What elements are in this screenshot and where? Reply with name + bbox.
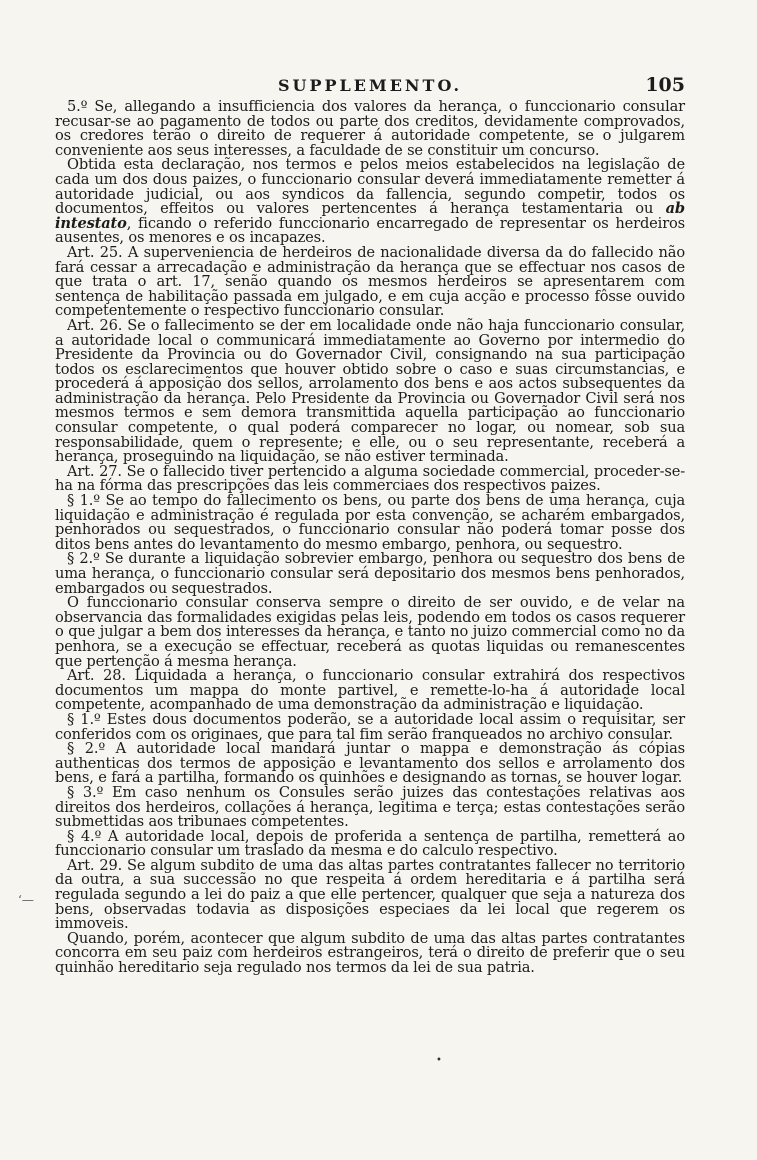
running-title: SUPPLEMENTO. xyxy=(277,76,463,95)
page-header xyxy=(55,76,685,100)
paragraph: Art. 25. A superveniencia de herdeiros de nacionalidade diversa da do fallecido não fará cessar a arrecadação e administração da herança que se effectuar nos casos de que trata o art. 17, senão quando os mesmos herdeiros se apresentarem com sentença de habilitação passada em julgado, e em cuja acção e processo fôsse ouvido competentemente o respectivo funccionario consular. xyxy=(55,243,685,320)
paragraph: Art. 29. Se algum subdito de uma das altas partes contratantes fallecer no territorio da outra, a sua successão no que respeita á ordem hereditaria e á partilha será regulada segundo a lei do paiz a que elle pertencer, qualquer que seja a natureza dos bens, observadas todavia as disposições especiaes da lei local que regerem os immoveis. xyxy=(55,856,685,933)
paragraph: 5.º Se, allegando a insufficiencia dos valores da herança, o funccionario consular recusar-se ao pagamento de todos ou parte dos creditos, devidamente comprovados, os credores terão o direito de requerer á autoridade competente, se o julgarem conveniente aos seus interesses, a faculdade de se constituir um concurso. xyxy=(55,98,685,159)
page-number: 105 xyxy=(645,74,685,96)
paragraph: Art. 27. Se o fallecido tiver pertencido a alguma sociedade commercial, proceder-se-ha na fórma das prescripções das leis commerciaes dos respectivos paizes. xyxy=(55,462,685,495)
paragraph: Art. 28. Liquidada a herança, o funccionario consular extrahirá dos respectivos documentos um mappa do monte partivel, e remette-lo-ha á autoridade local competente, acompanhado de uma demonstração da administração e liquidação. xyxy=(55,667,685,714)
paragraph: § 4.º A autoridade local, depois de proferida a sentença de partilha, remetterá ao funccionario consular um traslado da mesma e do calculo respectivo. xyxy=(55,827,685,860)
paragraph: O funccionario consular conserva sempre o direito de ser ouvido, e de velar na observancia das formalidades exigidas pelas leis, podendo em todos os casos requerer o que julgar a bem dos interesses da herança, e tanto no juizo commercial como no da penhora, se a execução se effectuar, receberá as quotas liquidas ou remanescentes que pertenção á mesma herança. xyxy=(55,594,685,670)
paragraph: § 1.º Se ao tempo do fallecimento os bens, ou parte dos bens de uma herança, cuja liquidação e administração é regulada por esta convenção, se acharém embargados, penhorados ou sequestrados, o funccionario consular não poderá tomar posse dos ditos bens antes do levantamento do mesmo embargo, penhora, ou sequestro. xyxy=(55,492,685,553)
margin-mark: ‘— xyxy=(18,893,34,907)
paragraph: § 3.º Em caso nenhum os Consules serão juizes das contestações relativas aos direitos dos herdeiros, collações á herança, legitima e terça; estas contestações serão submettidas aos tribunaes competentes. xyxy=(55,783,685,831)
stray-dot: • xyxy=(436,1055,442,1066)
body-text xyxy=(55,100,685,976)
paragraph: Quando, porém, acontecer que algum subdito de uma das altas partes contratantes concorra em seu paiz com herdeiros estrangeiros, terá o direito de preferir que o seu quinhão hereditario seja regulado nos termos da lei de sua patria. xyxy=(55,929,685,977)
paragraph: Art. 26. Se o fallecimento se der em localidade onde não haja funccionario consular, a autoridade local o communicará immediatamente ao Governo por intermedio do Presidente da Provincia ou do Governador Civil, consignando na sua participação todos os esclarecimentos que houver obtido sobre o caso e suas circumstancias, e procederá á apposição dos sellos, arrolamento dos bens e aos actos subsequentes da administração da herança. Pelo Presidente da Provincia ou Governador Civil será nos mesmos termos e sem demora transmittida aquella participação ao funccionario consular competente, o qual poderá comparecer no logar, ou nomear, sob sua responsabilidade, quem o represente; e elle, ou o seu representante, receberá a herança, proseguindo na liquidação, se não estiver terminada. xyxy=(55,316,685,466)
italic-phrase: ab intestato xyxy=(55,200,685,232)
paragraph: Obtida esta declaração, nos termos e pelos meios estabelecidos na legislação de cada um dos dous paizes, o funccionario consular deverá immediatamente remetter á autoridade judicial, ou aos syndicos da fallencia, segundo competir, todos os documentos, effeitos ou valores pertencentes á herança testamentaria ou ab intestato, ficando o referido funccionario encarregado de representar os herdeiros ausentes, os menores e os incapazes. xyxy=(55,156,685,247)
paragraph: § 1.º Estes dous documentos poderão, se a autoridade local assim o requisitar, ser conferidos com os originaes, que para tal fim serão franqueados no archivo consular. xyxy=(55,710,685,743)
paragraph: § 2.º A autoridade local mandará juntar o mappa e demonstração ás cópias authenticas dos termos de apposição e levantamento dos sellos e arrolamento dos bens, e fará a partilha, formando os quinhões e designando as tornas, se houver logar. xyxy=(55,740,685,787)
paragraph: § 2.º Se durante a liquidação sobrevier embargo, penhora ou sequestro dos bens de uma herança, o funccionario consular será depositario dos mesmos bens penhorados, embargados ou sequestrados. xyxy=(55,550,685,597)
